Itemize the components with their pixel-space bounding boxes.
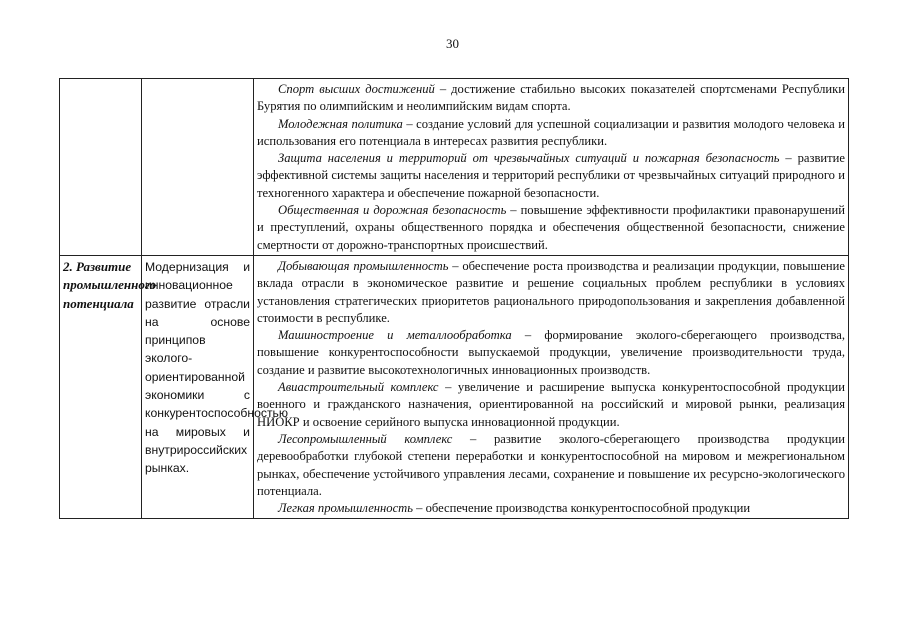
paragraph-term: Машиностроение и металлообработка bbox=[278, 328, 512, 343]
paragraph-text: – развитие эколого-сберегающего производства продукции деревообработки глубокой степени переработки и конкурентоспособной на мировом и межрегиональном рынках, обеспечение устойчивого управления лесами, сохранение и повышение их ресурсно-экологического потенциала. bbox=[257, 431, 845, 498]
paragraph-text: – формирование эколого-сберегающего производства, повышение конкурентоспособности выпускаемой продукции, увеличение производительности труда, создание и развитие высокотехнологичных инновационных производств. bbox=[257, 328, 845, 377]
paragraph-text: – достижение стабильно высоких показателей спортсменами Республики Бурятия по олимпийским и неолимпийским видам спорта. bbox=[257, 82, 845, 114]
paragraph-term: Спорт высших достижений bbox=[278, 82, 435, 96]
direction-cell bbox=[60, 255, 157, 518]
paragraph-term: Молодежная политика bbox=[278, 116, 403, 131]
paragraph-term: Авиастроительный комплекс bbox=[278, 380, 439, 395]
strategy-table bbox=[59, 78, 849, 519]
goal-cell bbox=[142, 255, 289, 518]
page-number: 30 bbox=[446, 36, 459, 51]
paragraph-text: – обеспечение роста производства и реализации продукции, повышение вклада отрасли в экономическое развитие и решение социальных проблем республики в условиях установления стратегических приоритетов рационального природопользования и закрепления добавленной стоимости в республике. bbox=[257, 258, 845, 325]
paragraph bbox=[257, 327, 845, 379]
goal-cell bbox=[142, 79, 254, 256]
paragraph-text: – увеличение и расширение выпуска конкурентоспособной продукции военного и гражданского назначения, ориентированной на российский и мировой рынки, реализация НИОКР и освоение серийного выпуска инновационной продукции. bbox=[257, 380, 845, 429]
paragraph-term: Общественная и дорожная безопасность bbox=[278, 203, 507, 218]
paragraph bbox=[257, 379, 845, 431]
paragraph-term: Защита населения и территорий от чрезвычайных ситуаций и пожарная безопасность bbox=[278, 151, 780, 166]
paragraph bbox=[257, 202, 845, 254]
paragraph bbox=[257, 81, 845, 116]
table-row bbox=[60, 255, 849, 518]
description-cell bbox=[254, 79, 849, 256]
paragraph-term: Добывающая промышленность bbox=[278, 258, 449, 273]
paragraph-text: – создание условий для успешной социализации и развития молодого человека и использования его потенциала в интересах развития республики. bbox=[257, 116, 845, 148]
paragraph bbox=[257, 150, 845, 202]
paragraph-text: – повышение эффективности профилактики правонарушений и преступлений, охраны общественного порядка и обеспечения общественной безопасности, снижение смертности от дорожно-транспортных происшествий. bbox=[257, 203, 846, 252]
paragraph-text: – развитие эффективной системы защиты населения и территорий республики от чрезвычайных ситуаций природного и техногенного характера и обеспечение пожарной безопасности. bbox=[257, 151, 845, 200]
goal-text: Модернизация и инновационное развитие отрасли на основе принципов эколого-ориентированной экономики с конкурентоспособностью на мировых и внутрироссийских рынках. bbox=[145, 259, 289, 476]
paragraph-term: Легкая промышленность bbox=[278, 501, 413, 516]
direction-cell bbox=[60, 79, 142, 256]
paragraph bbox=[257, 258, 845, 327]
paragraph bbox=[257, 500, 845, 517]
paragraph bbox=[257, 431, 845, 500]
table-row bbox=[60, 79, 849, 256]
description-cell bbox=[254, 255, 849, 518]
paragraph-text: – обеспечение производства конкурентоспособной продукции bbox=[413, 501, 751, 516]
paragraph bbox=[257, 116, 845, 151]
direction-title: 2. Развитие промышленного потенциала bbox=[63, 258, 157, 311]
paragraph-term: Лесопромышленный комплекс bbox=[278, 431, 453, 446]
